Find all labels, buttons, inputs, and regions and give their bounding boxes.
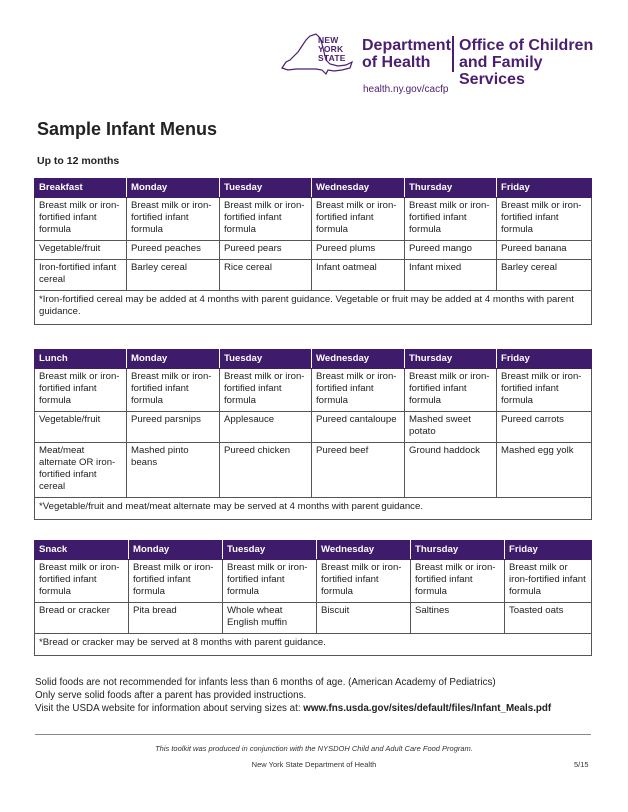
table-cell: Breast milk or iron-fortified infant formula — [405, 369, 497, 412]
produced-note: This toolkit was produced in conjunction with the NYSDOH Child and Adult Care Food Program. — [155, 744, 473, 753]
table-cell: Mashed pinto beans — [127, 443, 220, 498]
table-cell: Breast milk or iron-fortified infant formula — [129, 560, 223, 603]
snack-menu-table — [34, 540, 592, 656]
lunch-note: *Vegetable/fruit and meat/meat alternate may be served at 4 months with parent guidance. — [35, 498, 592, 520]
breakfast-header-cell: Breakfast — [35, 179, 127, 198]
table-cell: Barley cereal — [127, 260, 220, 291]
table-cell: Pureed peaches — [127, 241, 220, 260]
office-line-2: and Family Services — [459, 54, 543, 88]
footer-line-2: Only serve solid foods after a parent has provided instructions. — [35, 690, 307, 701]
table-cell: Infant mixed — [405, 260, 497, 291]
snack-header-cell: Wednesday — [317, 541, 411, 560]
snack-header-cell: Tuesday — [223, 541, 317, 560]
table-row — [35, 412, 592, 443]
snack-header-cell: Snack — [35, 541, 129, 560]
table-row — [35, 198, 592, 241]
breakfast-header-cell: Monday — [127, 179, 220, 198]
table-cell: Pita bread — [129, 603, 223, 634]
table-cell: Pureed banana — [497, 241, 592, 260]
table-row — [35, 241, 592, 260]
state-line-1: NEW — [318, 35, 339, 45]
table-cell: Breast milk or iron-fortified infant formula — [312, 369, 405, 412]
snack-header-row — [35, 541, 592, 560]
snack-header-cell: Thursday — [411, 541, 505, 560]
table-cell: Pureed plums — [312, 241, 405, 260]
table-cell: Whole wheat English muffin — [223, 603, 317, 634]
table-row — [35, 260, 592, 291]
table-cell: Breast milk or iron-fortified infant formula — [127, 369, 220, 412]
table-cell: Pureed mango — [405, 241, 497, 260]
usda-link[interactable]: www.fns.usda.gov/sites/default/files/Infant_Meals.pdf — [303, 703, 552, 714]
ocfs-logo-text — [459, 37, 606, 88]
table-cell: Vegetable/fruit — [35, 241, 127, 260]
lunch-header-cell: Tuesday — [220, 350, 312, 369]
state-line-3: STATE — [318, 53, 346, 63]
table-cell: Pureed cantaloupe — [312, 412, 405, 443]
footer-notes — [35, 676, 551, 715]
table-cell: Breast milk or iron-fortified infant formula — [505, 560, 592, 603]
table-cell: Biscuit — [317, 603, 411, 634]
breakfast-header-cell: Thursday — [405, 179, 497, 198]
page-header — [276, 30, 606, 88]
breakfast-note-row — [35, 291, 592, 325]
table-cell: Pureed carrots — [497, 412, 592, 443]
table-cell: Toasted oats — [505, 603, 592, 634]
lunch-header-row — [35, 350, 592, 369]
table-cell: Breast milk or iron-fortified infant formula — [35, 198, 127, 241]
table-cell: Vegetable/fruit — [35, 412, 127, 443]
breakfast-header-cell: Friday — [497, 179, 592, 198]
table-cell: Mashed sweet potato — [405, 412, 497, 443]
dept-line-1: Department — [362, 37, 451, 54]
breakfast-menu-table — [34, 178, 592, 325]
table-cell: Breast milk or iron-fortified infant formula — [220, 369, 312, 412]
table-cell: Breast milk or iron-fortified infant formula — [35, 560, 129, 603]
snack-header-cell: Monday — [129, 541, 223, 560]
footer-line-3 — [35, 702, 551, 715]
lunch-header-cell: Lunch — [35, 350, 127, 369]
breakfast-note: *Iron-fortified cereal may be added at 4 months with parent guidance. Vegetable or fruit may be added at 4 months with parent guidance. — [35, 291, 592, 325]
table-cell: Mashed egg yolk — [497, 443, 592, 498]
lunch-note-row — [35, 498, 592, 520]
table-cell: Breast milk or iron-fortified infant formula — [411, 560, 505, 603]
table-cell: Bread or cracker — [35, 603, 129, 634]
table-cell: Pureed parsnips — [127, 412, 220, 443]
table-cell: Breast milk or iron-fortified infant formula — [405, 198, 497, 241]
table-cell: Pureed chicken — [220, 443, 312, 498]
snack-header-cell: Friday — [505, 541, 592, 560]
table-cell: Saltines — [411, 603, 505, 634]
table-cell: Rice cereal — [220, 260, 312, 291]
lunch-header-cell: Monday — [127, 350, 220, 369]
dept-line-2: of Health — [362, 54, 431, 71]
lunch-header-cell: Thursday — [405, 350, 497, 369]
table-cell: Breast milk or iron-fortified infant formula — [312, 198, 405, 241]
footer-divider — [35, 734, 591, 735]
footer-org: New York State Department of Health — [251, 760, 377, 769]
office-line-1: Office of Children — [459, 37, 594, 54]
table-cell: Meat/meat alternate OR iron-fortified infant cereal — [35, 443, 127, 498]
table-row — [35, 369, 592, 412]
page-subtitle: Up to 12 months — [37, 155, 120, 167]
nys-logo-text — [318, 36, 346, 63]
table-cell: Breast milk or iron-fortified infant formula — [223, 560, 317, 603]
breakfast-header-cell: Wednesday — [312, 179, 405, 198]
table-cell: Breast milk or iron-fortified infant formula — [35, 369, 127, 412]
table-cell: Breast milk or iron-fortified infant formula — [497, 369, 592, 412]
table-cell: Iron-fortified infant cereal — [35, 260, 127, 291]
snack-note: *Bread or cracker may be served at 8 months with parent guidance. — [35, 634, 592, 656]
table-row — [35, 443, 592, 498]
table-row — [35, 560, 592, 603]
footer-line-1: Solid foods are not recommended for infants less than 6 months of age. (American Academy of Pediatrics) — [35, 677, 496, 688]
footer-line-3-prefix: Visit the USDA website for information about serving sizes at: — [35, 703, 304, 714]
page-title: Sample Infant Menus — [37, 119, 218, 139]
table-cell: Breast milk or iron-fortified infant formula — [127, 198, 220, 241]
table-cell: Applesauce — [220, 412, 312, 443]
table-cell: Barley cereal — [497, 260, 592, 291]
breakfast-header-row — [35, 179, 592, 198]
table-cell: Ground haddock — [405, 443, 497, 498]
header-url-link[interactable]: health.ny.gov/cacfp — [363, 84, 449, 95]
lunch-header-cell: Wednesday — [312, 350, 405, 369]
snack-note-row — [35, 634, 592, 656]
state-line-2: YORK — [318, 44, 344, 54]
table-cell: Breast milk or iron-fortified infant formula — [317, 560, 411, 603]
table-cell: Breast milk or iron-fortified infant formula — [497, 198, 592, 241]
table-cell: Pureed beef — [312, 443, 405, 498]
table-cell: Pureed pears — [220, 241, 312, 260]
lunch-menu-table — [34, 349, 592, 520]
logo-divider — [452, 36, 454, 72]
table-cell: Breast milk or iron-fortified infant formula — [220, 198, 312, 241]
lunch-header-cell: Friday — [497, 350, 592, 369]
table-cell: Infant oatmeal — [312, 260, 405, 291]
page-number: 5/15 — [574, 760, 589, 769]
breakfast-header-cell: Tuesday — [220, 179, 312, 198]
department-of-health-logo-text — [362, 37, 451, 71]
table-row — [35, 603, 592, 634]
